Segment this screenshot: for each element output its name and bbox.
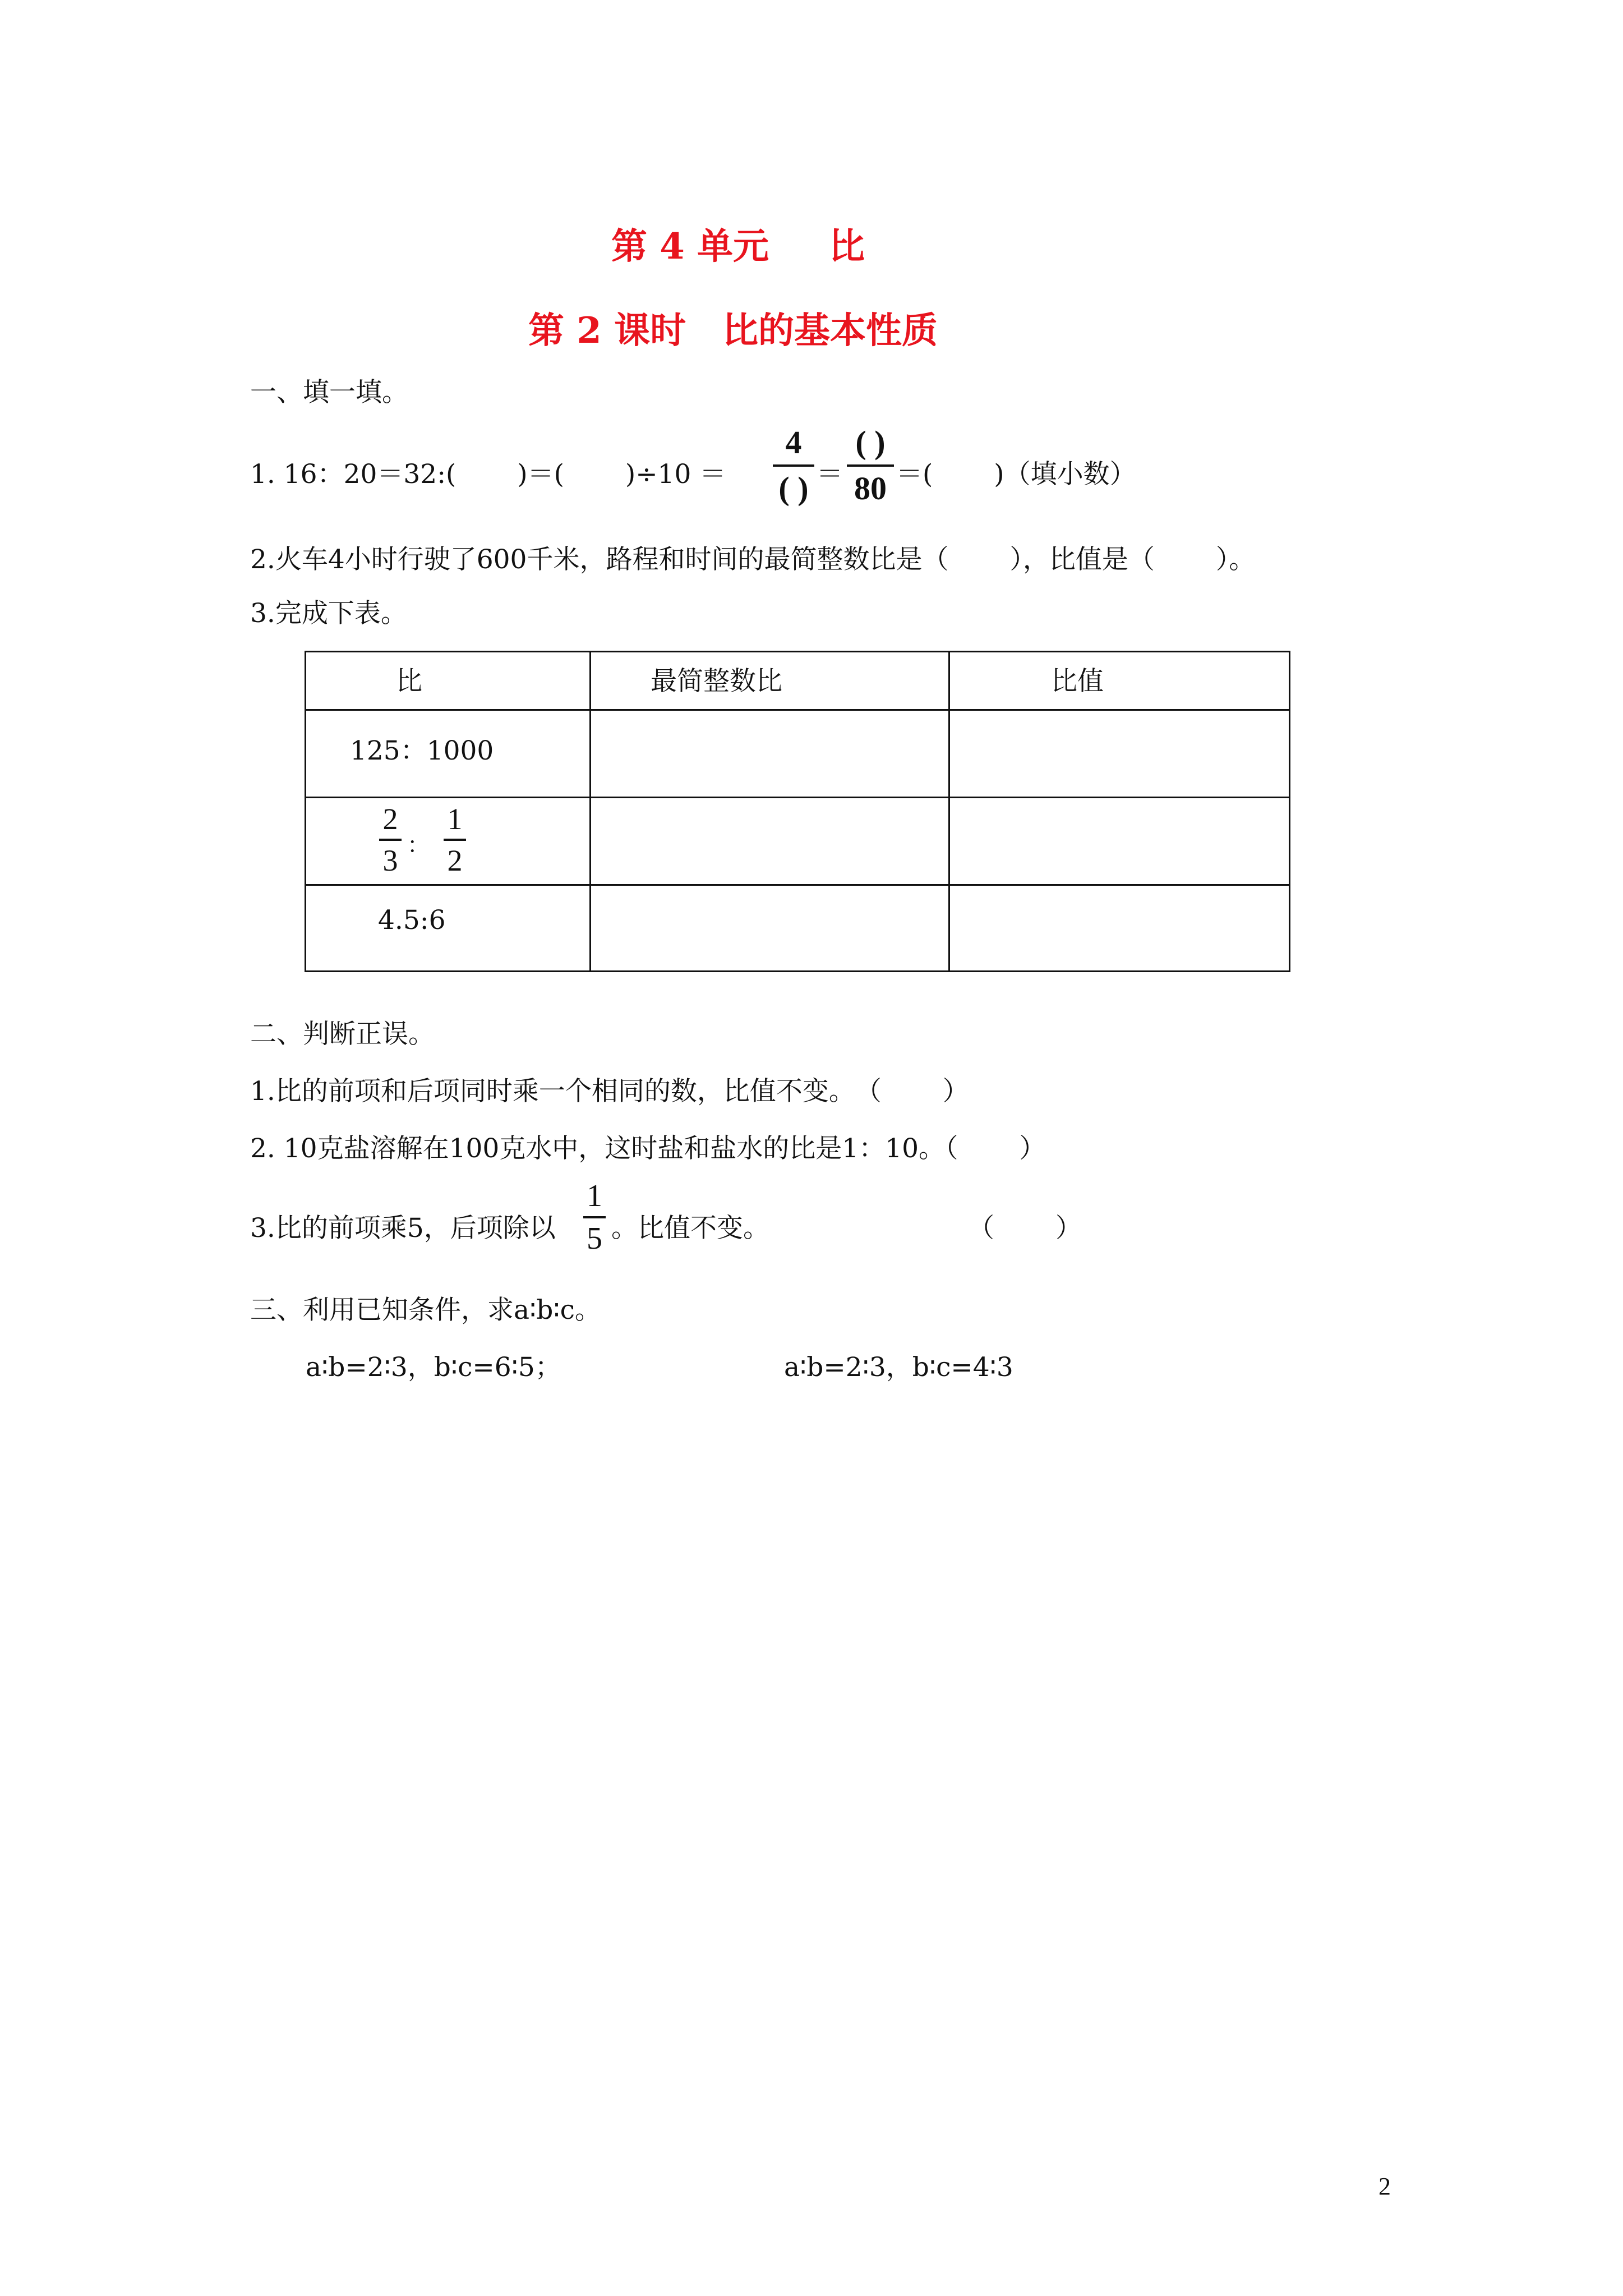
q1-equals: ＝ bbox=[817, 459, 843, 490]
ratio-value: 125：1000 bbox=[350, 735, 494, 766]
fraction-numerator: ( ) bbox=[855, 424, 886, 461]
table-cell-answer[interactable] bbox=[949, 885, 1290, 972]
table-cell-answer[interactable] bbox=[591, 798, 949, 885]
ratio-table bbox=[305, 651, 1290, 972]
q2-text: 2.火车4小时行驶了600千米，路程和时间的最简整数比是（ ），比值是（ ）。 bbox=[250, 544, 1256, 575]
table-cell-ratio bbox=[306, 885, 591, 972]
judge-q1: 1.比的前项和后项同时乘一个相同的数，比值不变。 （ ） bbox=[250, 1076, 969, 1107]
fraction-numerator: 4 bbox=[785, 424, 802, 461]
table-cell-ratio bbox=[306, 710, 591, 798]
condition-1: a∶b=2∶3，b∶c=6∶5； bbox=[306, 1352, 561, 1383]
fraction-denominator: 5 bbox=[587, 1221, 602, 1256]
q1-fraction-2 bbox=[847, 426, 894, 505]
table-cell-answer[interactable] bbox=[591, 710, 949, 798]
fraction-denominator: ( ) bbox=[778, 470, 809, 507]
lesson-title-prefix: 第 2 课时 bbox=[528, 310, 686, 352]
table-cell-ratio bbox=[306, 798, 591, 885]
fraction-bar bbox=[847, 464, 894, 467]
ratio-value: 4.5:6 bbox=[378, 905, 446, 936]
fraction-numerator: 2 bbox=[382, 802, 398, 836]
fraction-bar bbox=[583, 1216, 606, 1218]
section1-heading: 一、填一填。 bbox=[250, 377, 408, 408]
page-number: 2 bbox=[1378, 2173, 1391, 2200]
ratio-fraction-b bbox=[444, 804, 466, 876]
fraction-numerator: 1 bbox=[447, 802, 463, 836]
unit-title-prefix: 第 4 单元 bbox=[611, 226, 769, 268]
condition-2: a∶b=2∶3，b∶c=4∶3 bbox=[784, 1352, 1013, 1383]
section2-heading: 二、判断正误。 bbox=[250, 1019, 435, 1050]
judge-q3-fraction bbox=[583, 1180, 606, 1254]
q1-prefix: 1. 16：20＝32:( )＝( )÷10 ＝ bbox=[250, 459, 726, 490]
judge-q2: 2. 10克盐溶解在100克水中，这时盐和盐水的比是1：10。（ ） bbox=[250, 1133, 1046, 1164]
fraction-bar bbox=[773, 464, 814, 467]
ratio-fraction-a bbox=[379, 804, 402, 876]
header-text: 比 bbox=[396, 666, 422, 697]
unit-title-name: 比 bbox=[829, 226, 865, 268]
q1-fraction-1 bbox=[773, 426, 814, 505]
fraction-bar bbox=[379, 839, 402, 841]
fraction-bar bbox=[444, 839, 466, 841]
table-header-ratio bbox=[306, 652, 591, 710]
ratio-separator: ： bbox=[407, 832, 430, 858]
fraction-denominator: 2 bbox=[447, 844, 463, 877]
header-text: 比值 bbox=[1051, 666, 1104, 697]
judge-q3-answer-paren: （ ） bbox=[968, 1213, 1082, 1244]
judge-q3-suffix: 。比值不变。 bbox=[611, 1213, 769, 1244]
q1-suffix: ＝( )（填小数） bbox=[896, 459, 1136, 490]
table-cell-answer[interactable] bbox=[949, 710, 1290, 798]
fraction-denominator: 3 bbox=[382, 844, 398, 877]
judge-q3-prefix: 3.比的前项乘5，后项除以 bbox=[250, 1213, 556, 1244]
lesson-title-name: 比的基本性质 bbox=[722, 310, 938, 352]
table-cell-answer[interactable] bbox=[949, 798, 1290, 885]
fraction-numerator: 1 bbox=[587, 1179, 602, 1213]
q3-text: 3.完成下表。 bbox=[250, 598, 407, 629]
fraction-denominator: 80 bbox=[854, 470, 887, 507]
header-text: 最简整数比 bbox=[651, 666, 782, 697]
section3-heading: 三、利用已知条件，求a∶b∶c。 bbox=[250, 1295, 601, 1326]
